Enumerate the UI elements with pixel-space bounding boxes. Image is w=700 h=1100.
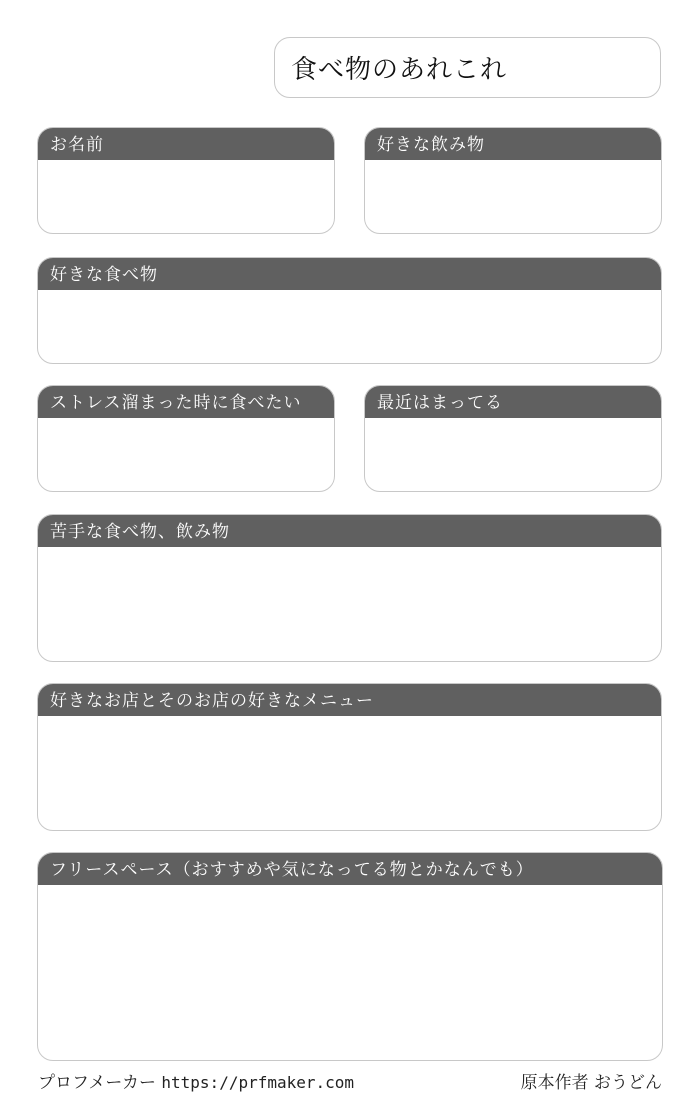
favorite-shop-label: 好きなお店とそのお店の好きなメニュー: [38, 684, 661, 716]
disliked-input[interactable]: [38, 547, 661, 661]
recent-obsession-label: 最近はまってる: [365, 386, 661, 418]
recent-obsession-field[interactable]: [364, 385, 662, 492]
stress-food-field[interactable]: [37, 385, 335, 492]
stress-food-label: ストレス溜まった時に食べたい: [38, 386, 334, 418]
disliked-field[interactable]: [37, 514, 662, 662]
stress-food-input[interactable]: [38, 418, 334, 491]
favorite-drink-label: 好きな飲み物: [365, 128, 661, 160]
favorite-shop-field[interactable]: [37, 683, 662, 831]
favorite-food-input[interactable]: [38, 290, 661, 363]
free-space-field[interactable]: [37, 852, 663, 1061]
page-title: 食べ物のあれこれ: [274, 37, 661, 98]
favorite-food-field[interactable]: [37, 257, 662, 364]
disliked-label: 苦手な食べ物、飲み物: [38, 515, 661, 547]
recent-obsession-input[interactable]: [365, 418, 661, 491]
name-field-label: お名前: [38, 128, 334, 160]
free-space-input[interactable]: [38, 885, 662, 1060]
favorite-drink-field[interactable]: [364, 127, 662, 234]
footer-credit: [38, 1068, 354, 1093]
maker-name: プロフメーカー: [38, 1073, 156, 1093]
original-author: 原本作者 おうどん: [520, 1073, 662, 1093]
favorite-shop-input[interactable]: [38, 716, 661, 830]
maker-url-link[interactable]: https://prfmaker.com: [161, 1073, 355, 1092]
name-field-input[interactable]: [38, 160, 334, 233]
free-space-label: フリースペース（おすすめや気になってる物とかなんでも）: [38, 853, 662, 885]
favorite-food-label: 好きな食べ物: [38, 258, 661, 290]
favorite-drink-input[interactable]: [365, 160, 661, 233]
name-field[interactable]: [37, 127, 335, 234]
